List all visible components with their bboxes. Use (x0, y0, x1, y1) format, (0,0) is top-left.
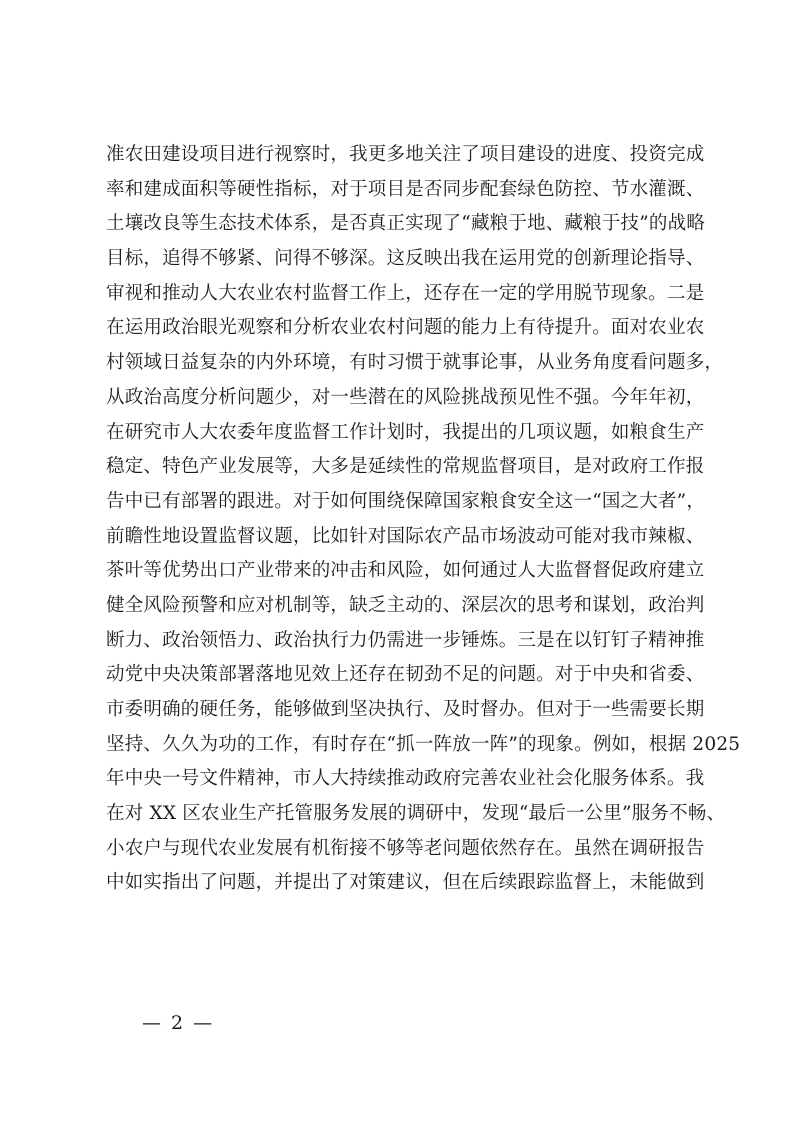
text-line: 在对 XX 区农业生产托管服务发展的调研中，发现“最后一公里”服务不畅、 (106, 803, 726, 825)
text-line: 中如实指出了问题，并提出了对策建议，但在后续跟踪监督上，未能做到 (106, 872, 705, 894)
text-line: 目标，追得不够紧、问得不够深。这反映出我在运用党的创新理论指导、 (106, 248, 705, 270)
text-line: 断力、政治领悟力、政治执行力仍需进一步锤炼。三是在以钉钉子精神推 (106, 629, 705, 651)
text-line: 市委明确的硬任务，能够做到坚决执行、及时督办。但对于一些需要长期 (106, 699, 705, 720)
text-line: 告中已有部署的跟进。对于如何围绕保障国家粮食安全这一“国之大者”， (106, 490, 706, 512)
text-line: 年中央一号文件精神，市人大持续推动政府完善农业社会化服务体系。我 (106, 768, 705, 790)
text-line: 健全风险预警和应对机制等，缺乏主动的、深层次的思考和谋划，政治判 (106, 594, 705, 616)
text-line: 稳定、特色产业发展等，大多是延续性的常规监督项目，是对政府工作报 (106, 456, 705, 478)
text-line: 前瞻性地设置监督议题，比如针对国际农产品市场波动可能对我市辣椒、 (106, 525, 705, 547)
page-number: — 2 — (142, 1012, 215, 1034)
text-line: 在运用政治眼光观察和分析农业农村问题的能力上有待提升。面对农业农 (106, 317, 705, 339)
text-line: 审视和推动人大农业农村监督工作上，还存在一定的学用脱节现象。二是 (106, 282, 705, 304)
text-line: 小农户与现代农业发展有机衔接不够等老问题依然存在。虽然在调研报告 (106, 837, 705, 859)
text-line: 准农田建设项目进行视察时，我更多地关注了项目建设的进度、投资完成 (106, 144, 705, 165)
text-line: 村领域日益复杂的内外环境，有时习惯于就事论事，从业务角度看问题多， (106, 352, 724, 374)
text-line: 率和建成面积等硬性指标，对于项目是否同步配套绿色防控、节水灌溉、 (106, 178, 705, 200)
text-line: 在研究市人大农委年度监督工作计划时，我提出的几项议题，如粮食生产 (106, 421, 705, 443)
text-line: 茶叶等优势出口产业带来的冲击和风险，如何通过人大监督督促政府建立 (106, 560, 705, 582)
text-line: 土壤改良等生态技术体系，是否真正实现了“藏粮于地、藏粮于技”的战略 (106, 213, 706, 235)
text-line: 从政治高度分析问题少，对一些潜在的风险挑战预见性不强。今年年初， (106, 386, 705, 408)
body-text (106, 138, 741, 901)
text-line: 坚持、久久为功的工作，有时存在“抓一阵放一阵”的现象。例如，根据 2025 (106, 733, 741, 755)
text-line: 动党中央决策部署落地见效上还存在韧劲不足的问题。对于中央和省委、 (106, 664, 705, 686)
